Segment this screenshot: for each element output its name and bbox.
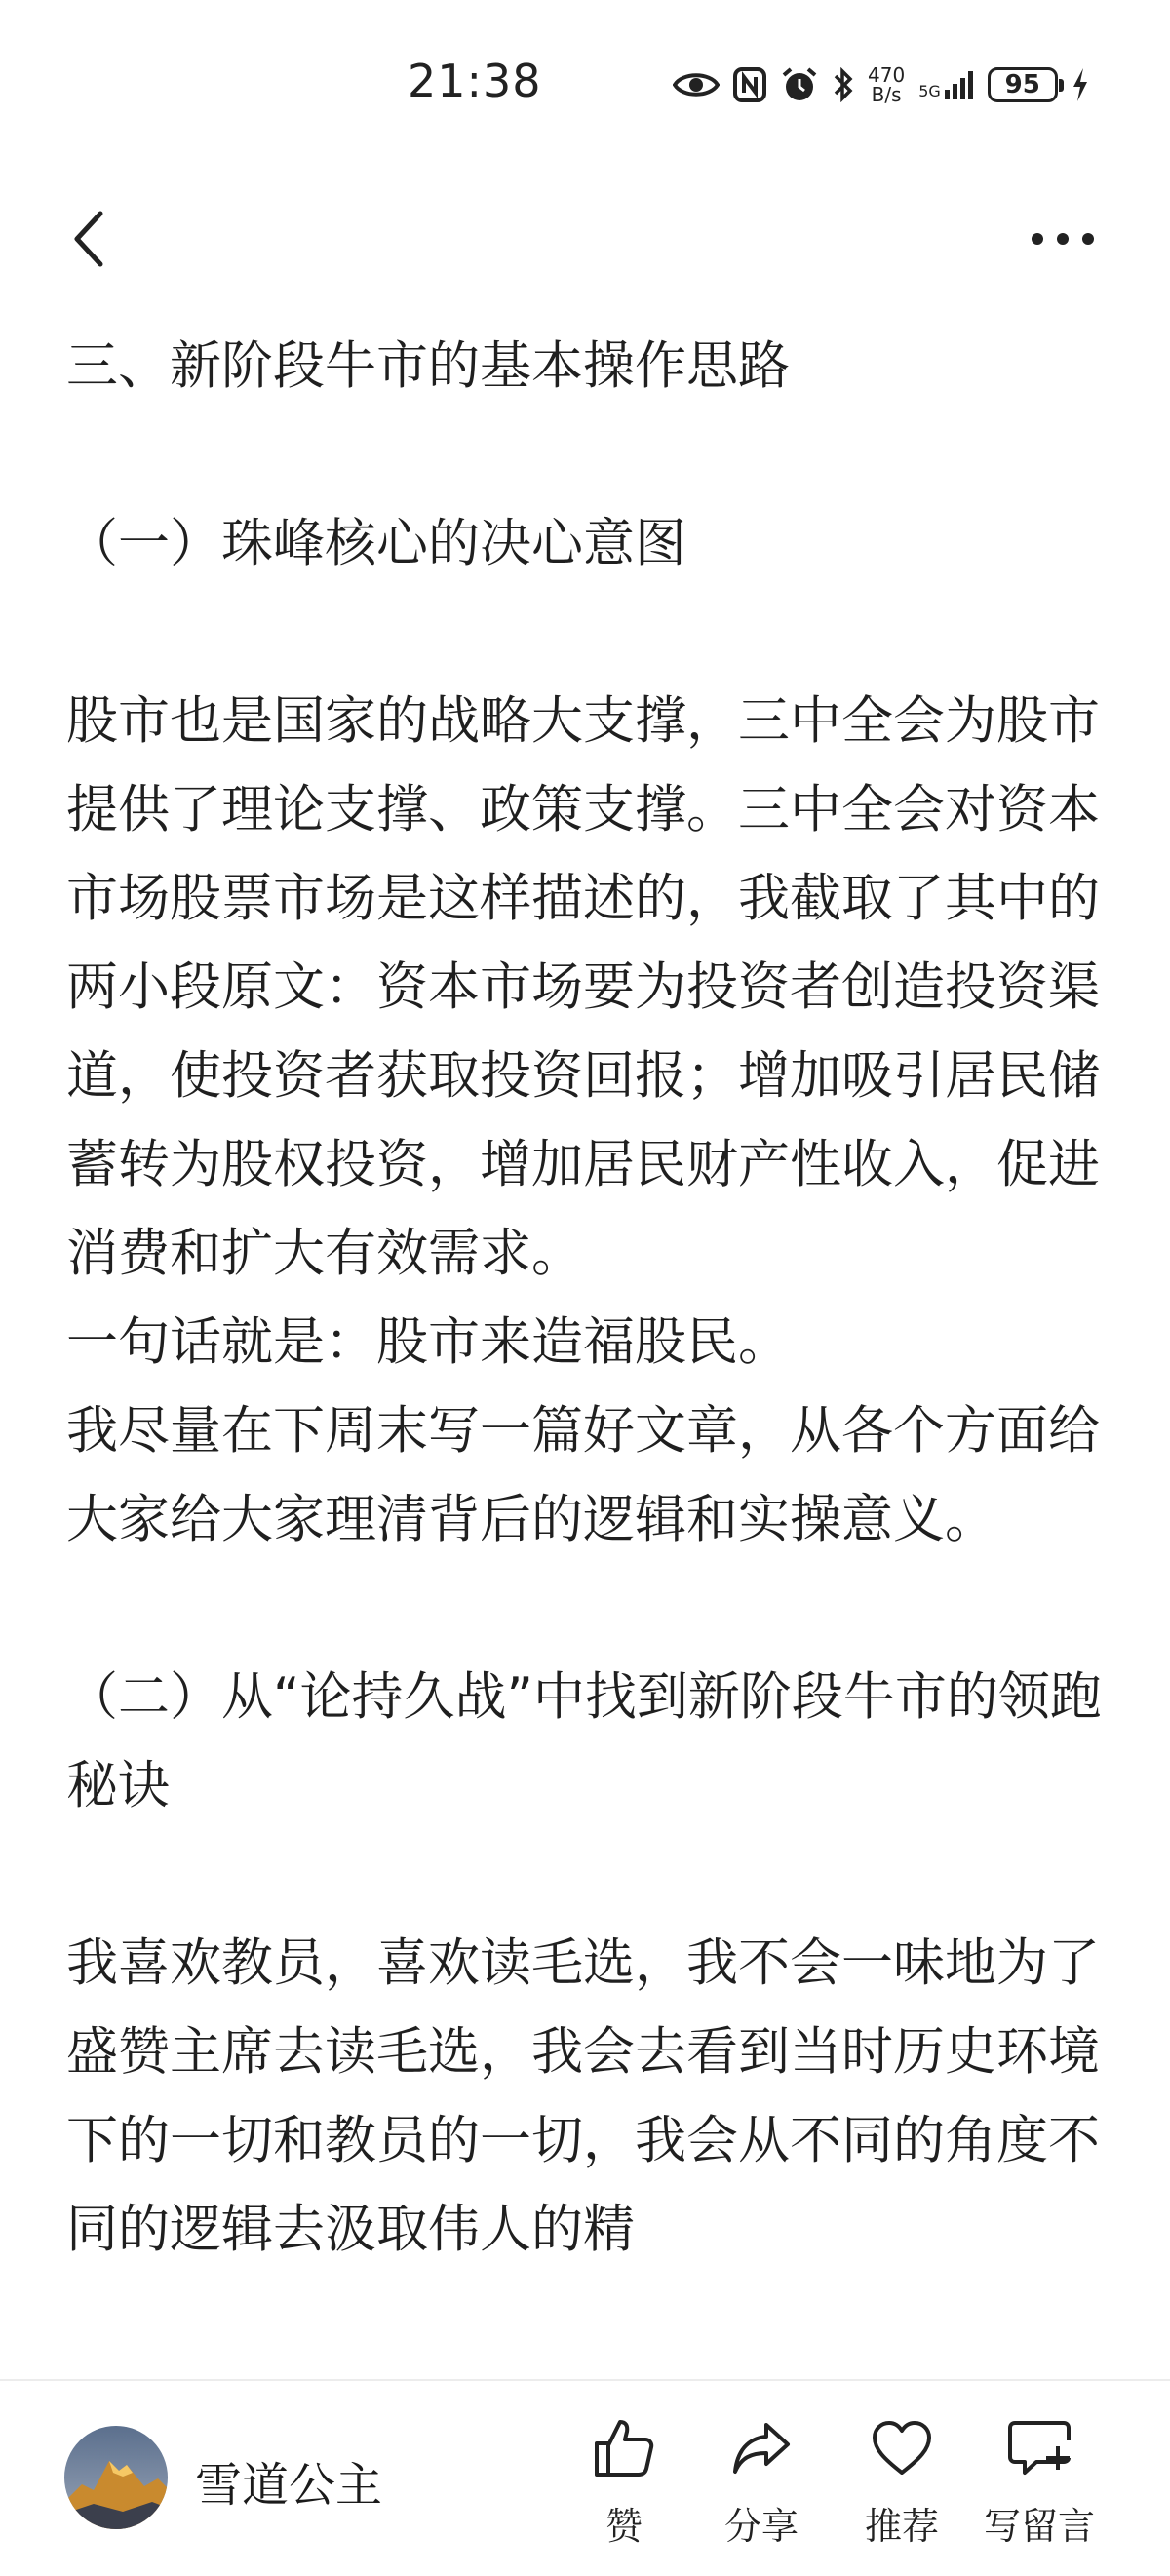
status-bar: [0, 0, 1170, 146]
section-title: 三、新阶段牛市的基本操作思路: [66, 336, 790, 396]
author-name[interactable]: 雪道公主: [195, 2458, 383, 2513]
like-label: 赞: [604, 2505, 643, 2548]
recommend-button[interactable]: [829, 2414, 975, 2560]
eye-icon: [673, 69, 720, 100]
nfc-icon: [733, 67, 766, 102]
net-speed-unit: B/s: [871, 83, 902, 106]
subsection-title-1: （一）珠峰核心的决心意图: [66, 514, 686, 573]
status-time: 21:38: [408, 55, 542, 107]
heart-icon: [868, 2414, 936, 2482]
bottom-action-bar: [0, 2379, 1170, 2576]
alarm-icon: [780, 66, 819, 103]
recommend-label: 推荐: [864, 2505, 939, 2548]
signal-icon: [918, 70, 974, 99]
paragraph-3: 我尽量在下周末写一篇好文章，从各个方面给大家给大家理清背后的逻辑和实操意义。: [66, 1401, 1100, 1549]
comment-add-icon: [1005, 2414, 1073, 2482]
like-button[interactable]: [551, 2414, 697, 2560]
top-nav: [0, 185, 1170, 293]
share-label: 分享: [723, 2505, 799, 2548]
bluetooth-icon: [833, 67, 854, 102]
write-comment-label: 写留言: [983, 2505, 1095, 2548]
chevron-left-icon: [69, 210, 108, 268]
article-body: [66, 322, 1110, 2274]
paragraph-4: 我喜欢教员，喜欢读毛选，我不会一味地为了盛赞主席去读毛选，我会去看到当时历史环境下的一切和教员的一切，我会从不同的角度不同的逻辑去汲取伟人的精: [66, 1933, 1100, 2259]
battery-level: 95: [1004, 70, 1040, 99]
more-horizontal-icon: [1031, 232, 1095, 246]
back-button[interactable]: [55, 205, 123, 273]
write-comment-button[interactable]: [966, 2414, 1112, 2560]
net-speed-value: 470: [868, 63, 906, 87]
paragraph-1: 股市也是国家的战略大支撑，三中全会为股市提供了理论支撑、政策支撑。三中全会对资本市场股票市场是这样描述的，我截取了其中的两小段原文：资本市场要为投资者创造投资渠道，使投资者获取投资回报；增加吸引居民储蓄转为股权投资，增加居民财产性收入，促进消费和扩大有效需求。: [66, 691, 1100, 1283]
battery-icon: [988, 67, 1058, 102]
status-icons: [673, 60, 1089, 109]
charging-icon: [1072, 67, 1089, 102]
share-button[interactable]: [688, 2414, 835, 2560]
net-speed: [868, 65, 905, 104]
subsection-title-2: （二）从“论持久战”中找到新阶段牛市的领跑秘诀: [66, 1667, 1102, 1815]
author-avatar[interactable]: [64, 2426, 168, 2529]
thumbs-up-icon: [590, 2414, 658, 2482]
more-button[interactable]: [1024, 205, 1102, 273]
paragraph-2: 一句话就是：股市来造福股民。: [66, 1312, 790, 1372]
signal-label: 5G: [918, 82, 941, 100]
share-icon: [727, 2414, 796, 2482]
